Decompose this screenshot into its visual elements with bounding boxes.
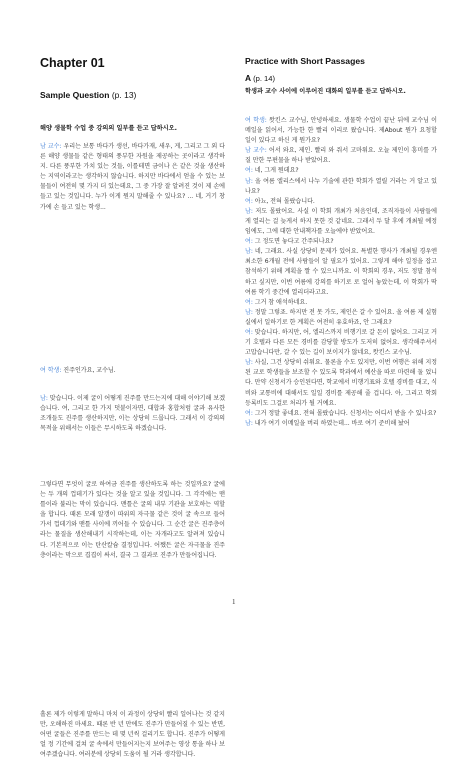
dialogue-line [245, 409, 437, 419]
speaker-label: 남: [245, 359, 253, 367]
right-dialogue [245, 116, 437, 429]
dialogue-text: 그 정도면 놓다고 간주되나요? [252, 238, 334, 246]
dialogue-line [245, 146, 437, 166]
dialogue-line [245, 247, 437, 297]
dialogue-text: 그거 정말 좋네요. 전혀 몰랐습니다. 신청서는 어디서 받을 수 있나요? [252, 409, 437, 417]
dialogue-text: 네, 그게 뭔데요? [252, 167, 299, 175]
dialogue-text: 어서 와요, 제인. 빨리 와 줘서 고마워요. 오늘 제인이 흥미를 가질 만한 무편물을 하나 받았어요. [245, 147, 437, 165]
dialogue-text: 정말 그렇죠. 하지만 전 못 가도, 제인은 갈 수 있어요. 올 여름 제 실험실에서 일하기로 한 계획은 여전히 유효하죠, 안 그래요? [245, 308, 437, 326]
speaker-label: 여: [245, 238, 253, 246]
dialogue-line [245, 116, 437, 146]
dialogue-text: 올 여름 엘리스에서 나누 기술에 관한 학회가 열릴 거라는 거 알고 있나요? [245, 177, 437, 195]
left-paragraph-2 [40, 366, 225, 376]
speaker-label: 남: [245, 248, 253, 256]
left-paragraph-1 [40, 142, 225, 213]
speaker-label: 여: [245, 328, 253, 336]
speaker-label: 여: [245, 409, 253, 417]
dialogue-line [245, 177, 437, 197]
speaker-label: 남: [245, 419, 253, 427]
speaker-label: 여 학생: [40, 367, 62, 374]
sample-title: Sample Question [40, 90, 110, 100]
speaker-label: 남 교수: [245, 147, 267, 155]
paragraph-text: 맞습니다. 이제 굴이 어떻게 진주를 만드는지에 대해 이야기해 보겠습니다. 여, 그리고 한 가지 덧붙이자면, 대합과 홍합처럼 굴과 유사한 조개들도 진주를 생산하지만, 이는 상당히 드뭅니다. 그래서 이 강의의 목적을 위해서는 이들은 무시하도록 하겠습니다. [40, 395, 225, 433]
dialogue-text: 저도 몰랐어요. 사실 이 학회 개최가 처음인데, 조직자들이 사람들에게 열리는 걸 늦게서 하지 못한 것 같네요. 그래서 두 달 후에 개최될 예정임에도, 그에 대한 안내책자를 오늘에야 받았어요. [245, 207, 437, 236]
left-instruction: 해양 생물학 수업 중 강의의 일부를 듣고 답하시오. [40, 125, 177, 132]
left-paragraph-4: 그렇다면 무엇이 굴로 하여금 진주를 생산하도록 하는 것일까요? 굴에는 두 개의 껍데기가 있다는 것을 알고 있을 것입니다. 그 각각에는 맨틀이라 불리는 막이 있습니다. 맨틀은 굴의 내부 기관을 보호하는 역할을 합니다. 때론 모래 알갱이 따위의 자극물 같은 것이 굴 속으로 들어가서 껍데기와 맨틀 사이에 끼어들 수 있습니다. 그 순간 굴은 진주층이라는 물질을 생산해내기 시작하는데, 이는 자개라고도 알려져 있습니다. 기본적으로 이는 탄산칼슘 결정입니다. 어쨌든 굴은 자극물을 진주층이라는 막으로 겹겹이 싸서, 결국 그 결과로 진주가 만들어집니다. [40, 481, 225, 559]
sample-question-heading [40, 90, 136, 100]
practice-heading: Practice with Short Passages [245, 56, 365, 66]
practice-subheading [245, 73, 275, 83]
page-number: 1 [232, 598, 236, 606]
dialogue-text: 내가 여기 이메일을 버리 하였는데... 바로 여기 준비해 놨어 [252, 419, 410, 427]
dialogue-text: 그거 참 애석하네요. [252, 298, 308, 306]
dialogue-line [245, 419, 437, 429]
speaker-label: 남: [40, 395, 48, 402]
dialogue-text: 왓킨스 교수님, 안녕하세요. 생물학 수업이 끝난 뒤에 교수님 이메일을 읽어서, 가능한 한 빨리 이리로 왔습니다. 제About 뭔가 요청할 일이 있다고 하신 게 뭔가요? [245, 117, 437, 145]
dialogue-line [245, 197, 437, 207]
dialogue-line [245, 207, 437, 237]
dialogue-line [245, 237, 437, 247]
sample-page-ref: (p. 13) [111, 90, 137, 100]
dialogue-text: 아뇨, 전혀 몰랐습니다. [252, 197, 315, 205]
left-paragraph-3 [40, 394, 225, 434]
paragraph-text: 진주인가요, 교수님. [61, 367, 116, 374]
speaker-label: 남: [245, 177, 253, 185]
left-paragraph-5: 흘론 제가 이렇게 말하니 마치 이 과정이 상당히 빨리 일어나는 것 같지만, 오해하진 마세요. 때론 반 년 만에도 진주가 만들어질 수 있는 반면, 어떤 굴들은 진주를 만드는 데 몇 년씩 걸리기도 합니다. 진주가 어떻게 얼 정 기간에 걸쳐 굴 속에서 만들어지는지 보여주는 영상 통을 하나 보여주겠습니다. 여러분에 상당히 도움이 될 거라 생각합니다. [40, 711, 225, 759]
speaker-label: 남 교수: [40, 143, 62, 150]
speaker-label: 여: [245, 167, 253, 175]
sub-label: A [245, 73, 251, 83]
speaker-label: 여: [245, 197, 253, 205]
dialogue-text: 네, 그래요. 사실 상당히 문제가 있어요. 특별한 행사가 개최될 경우엔 최소한 6개월 전에 사람들이 알 필요가 있어요. 그렇게 해야 일정을 잡고 참석하기 위해 계획을 짤 수 있으니까요. 이 학회의 경우, 저도 정말 참석하고 싶지만, 이번 여름에 강의를 하기로 로 얼어 놓았는데, 이 학회가 딱 여름 학기 중간에 열리더라고요. [245, 248, 437, 296]
dialogue-text: 사실, 그건 상당히 쉬워요. 물론을 수도 있지만, 이번 여행은 위해 지정된 교로 학생들을 보조할 수 있도록 학과에서 예산을 따로 마련해 둘 었니다. 만약 신청서가 승인된다면, 학교에서 비행기표와 호텔 경비를 대고, 식비와 교통비에 대해서도 일일 경비를 제공해 줄 겁니다. 아, 그리고 학회 등록비도 그걸로 처리가 될 거예요. [245, 359, 437, 407]
speaker-label: 여: [245, 298, 253, 306]
speaker-label: 남: [245, 308, 253, 316]
speaker-label: 남: [245, 207, 253, 215]
dialogue-line [245, 308, 437, 328]
dialogue-line [245, 298, 437, 308]
dialogue-line [245, 328, 437, 358]
paragraph-text: 우리는 보통 바다가 생선, 바다가재, 새우, 게, 그리고 그 외 다른 해양 생물들 같은 형태의 풍부한 자원을 제공하는 곳이라고 생각하지. 다른 풍부한 가치 있는 것들, 이를테면 금이나 은 같은 것을 생산하는 지역이라고는 생각하지 않습니다. 하지만 바다에서 얻을 수 있는 보물들이 여전히 몇 가지 더 있는데요, 그 중 가장 잘 알려진 것이 제 손에 들고 있는 것입니다. 누가 이게 뭔지 말해줄 수 있나요? ... 네, 거기 창가에 손 들고 있는 학생... [40, 143, 226, 211]
speaker-label: 여 학생: [245, 117, 267, 124]
dialogue-line [245, 358, 437, 408]
chapter-title: Chapter 01 [40, 56, 105, 70]
sub-page-ref: (p. 14) [253, 74, 276, 83]
dialogue-text: 맞습니다. 하지만, 어, 엘리스까지 비행기로 갈 돈이 없어요. 그리고 거기 호텔과 다른 모든 경비를 감당할 방도가 도저히 없어요. 생각해주셔서 고맙습니다만, 갈 수 있는 길이 보이지가 않네요, 왓킨스 교수님. [245, 328, 437, 357]
dialogue-line [245, 166, 437, 176]
right-instruction: 학생과 교수 사이에 이루어진 대화의 일부를 듣고 답하시오. [245, 88, 406, 95]
